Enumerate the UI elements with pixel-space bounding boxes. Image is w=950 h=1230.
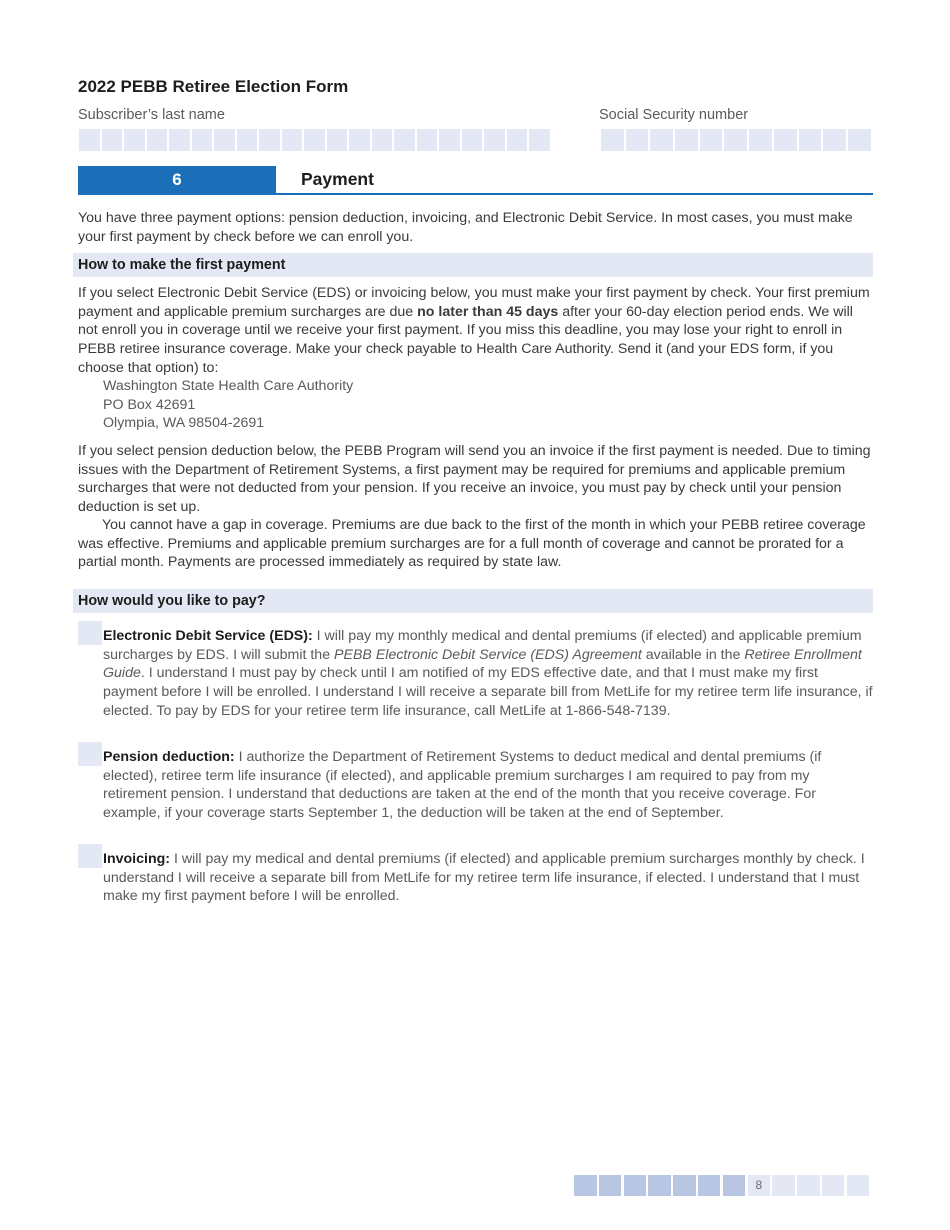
last-name-label: Subscriber’s last name	[78, 107, 225, 123]
pension-deduction-description	[103, 748, 873, 823]
pension-deduction-text: I authorize the Department of Retirement Systems to deduct medical and dental premiums (if elected), retiree term life insurance (if elected), and applicable premium surcharges I am required to pay from my retirement pension. I understand that deductions are taken at the end of the month that you receive coverage. For example, if your coverage starts September 1, the deduction will be taken at the end of September.	[103, 749, 822, 822]
eds-label: Electronic Debit Service (EDS):	[103, 628, 313, 644]
page-tab	[673, 1175, 696, 1196]
section-number: 6	[78, 166, 276, 193]
last-name-char-box[interactable]	[124, 129, 145, 151]
ssn-digit-box[interactable]	[799, 129, 822, 151]
section-header	[78, 166, 873, 195]
last-name-input[interactable]	[79, 129, 550, 151]
ssn-input[interactable]	[601, 129, 871, 151]
first-payment-heading: How to make the first payment	[73, 253, 873, 277]
ssn-digit-box[interactable]	[823, 129, 846, 151]
invoicing-label: Invoicing:	[103, 851, 170, 867]
ssn-digit-box[interactable]	[774, 129, 797, 151]
mailing-address	[103, 377, 353, 433]
last-name-char-box[interactable]	[327, 129, 348, 151]
address-line: Olympia, WA 98504-2691	[103, 415, 265, 432]
page-tab	[624, 1175, 647, 1196]
ssn-digit-box[interactable]	[749, 129, 772, 151]
last-name-char-box[interactable]	[169, 129, 190, 151]
page-tab	[698, 1175, 721, 1196]
last-name-char-box[interactable]	[147, 129, 168, 151]
page-tab	[772, 1175, 795, 1196]
ssn-digit-box[interactable]	[675, 129, 698, 151]
coverage-gap-paragraph: You cannot have a gap in coverage. Premiums are due back to the first of the month in which your PEBB retiree coverage was effective. Premiums and applicable premium surcharges are for a full month of coverage and cannot be prorated for a partial month. Payments are processed immediately as required by state law.	[78, 517, 866, 571]
last-name-char-box[interactable]	[304, 129, 325, 151]
last-name-char-box[interactable]	[394, 129, 415, 151]
ssn-digit-box[interactable]	[626, 129, 649, 151]
eds-text: . I understand I must pay by check until I am notified of my EDS effective date, and that I must make my first payment before I will be enrolled. I understand I will receive a separate bill from MetLife for my retiree term life insurance, if elected. To pay by EDS for your retiree term life insurance, call MetLife at 1-866-548-7139.	[103, 665, 873, 719]
eds-text: I will pay my monthly medical and dental premiums (if elected) and applicable premium surcharges by EDS. I will submit the	[103, 628, 862, 663]
invoicing-checkbox[interactable]	[78, 844, 102, 868]
page-tab	[822, 1175, 845, 1196]
enrollment-guide-title: Retiree Enrollment Guide	[103, 646, 862, 682]
page-tab	[648, 1175, 671, 1196]
ssn-label: Social Security number	[599, 107, 749, 123]
page-number: 8	[748, 1175, 771, 1196]
last-name-char-box[interactable]	[282, 129, 303, 151]
last-name-char-box[interactable]	[462, 129, 483, 151]
last-name-char-box[interactable]	[372, 129, 393, 151]
form-title: 2022 PEBB Retiree Election Form	[78, 77, 349, 96]
pension-deduction-checkbox[interactable]	[78, 742, 102, 766]
section-title: Payment	[301, 169, 374, 189]
first-payment-text: If you select Electronic Debit Service (EDS) or invoicing below, you must make your first payment by check. Your first premium payment and applicable premium surcharges are due	[78, 285, 870, 320]
first-payment-paragraph	[78, 284, 872, 378]
last-name-char-box[interactable]	[192, 129, 213, 151]
pension-deduction-label: Pension deduction:	[103, 749, 235, 765]
last-name-char-box[interactable]	[259, 129, 280, 151]
eds-agreement-title: PEBB Electronic Debit Service (EDS) Agreement	[334, 646, 642, 663]
address-line: PO Box 42691	[103, 396, 196, 413]
pension-first-payment-paragraph: If you select pension deduction below, the PEBB Program will send you an invoice if the first payment is needed. Due to timing issues with the Department of Retirement Systems, a first payment may be required for premiums and applicable premium surcharges that were not deducted from your pension. If you receive an invoice, you must pay by check until your pension deduction is set up.	[78, 443, 871, 516]
invoicing-description	[103, 850, 873, 906]
eds-text: available in the	[641, 646, 745, 663]
page-tab	[797, 1175, 820, 1196]
invoicing-text: I will pay my medical and dental premiums (if elected) and applicable premium surcharges monthly by check. I understand I will receive a separate bill from MetLife for my retiree term life insurance, if elected. I understand that I must make my first payment before I will be enrolled.	[103, 851, 865, 905]
eds-description	[103, 627, 873, 721]
page-indicator	[574, 1175, 869, 1196]
last-name-char-box[interactable]	[484, 129, 505, 151]
page-tab	[847, 1175, 870, 1196]
ssn-digit-box[interactable]	[650, 129, 673, 151]
page-tab	[599, 1175, 622, 1196]
last-name-char-box[interactable]	[79, 129, 100, 151]
eds-checkbox[interactable]	[78, 621, 102, 645]
ssn-digit-box[interactable]	[601, 129, 624, 151]
last-name-char-box[interactable]	[507, 129, 528, 151]
last-name-char-box[interactable]	[237, 129, 258, 151]
first-payment-text-cont: after your 60-day election period ends. We will not enroll you in coverage until we receive your first payment. If you miss this deadline, you may lose your right to enroll in PEBB retiree insurance coverage. Make your check payable to Health Care Authority. Send it (and your EDS form, if you choose that option) to:	[78, 303, 853, 376]
ssn-digit-box[interactable]	[700, 129, 723, 151]
ssn-digit-box[interactable]	[848, 129, 871, 151]
page-tab	[723, 1175, 746, 1196]
deadline-emphasis: no later than 45 days	[417, 303, 559, 320]
last-name-char-box[interactable]	[439, 129, 460, 151]
ssn-digit-box[interactable]	[724, 129, 747, 151]
last-name-char-box[interactable]	[529, 129, 550, 151]
page-tab	[574, 1175, 597, 1196]
last-name-char-box[interactable]	[102, 129, 123, 151]
address-line: Washington State Health Care Authority	[103, 378, 354, 394]
last-name-char-box[interactable]	[214, 129, 235, 151]
last-name-char-box[interactable]	[349, 129, 370, 151]
intro-paragraph: You have three payment options: pension deduction, invoicing, and Electronic Debit Service. In most cases, you must make your first payment by check before we can enroll you.	[78, 210, 853, 245]
last-name-char-box[interactable]	[417, 129, 438, 151]
pay-options-heading: How would you like to pay?	[73, 589, 873, 613]
